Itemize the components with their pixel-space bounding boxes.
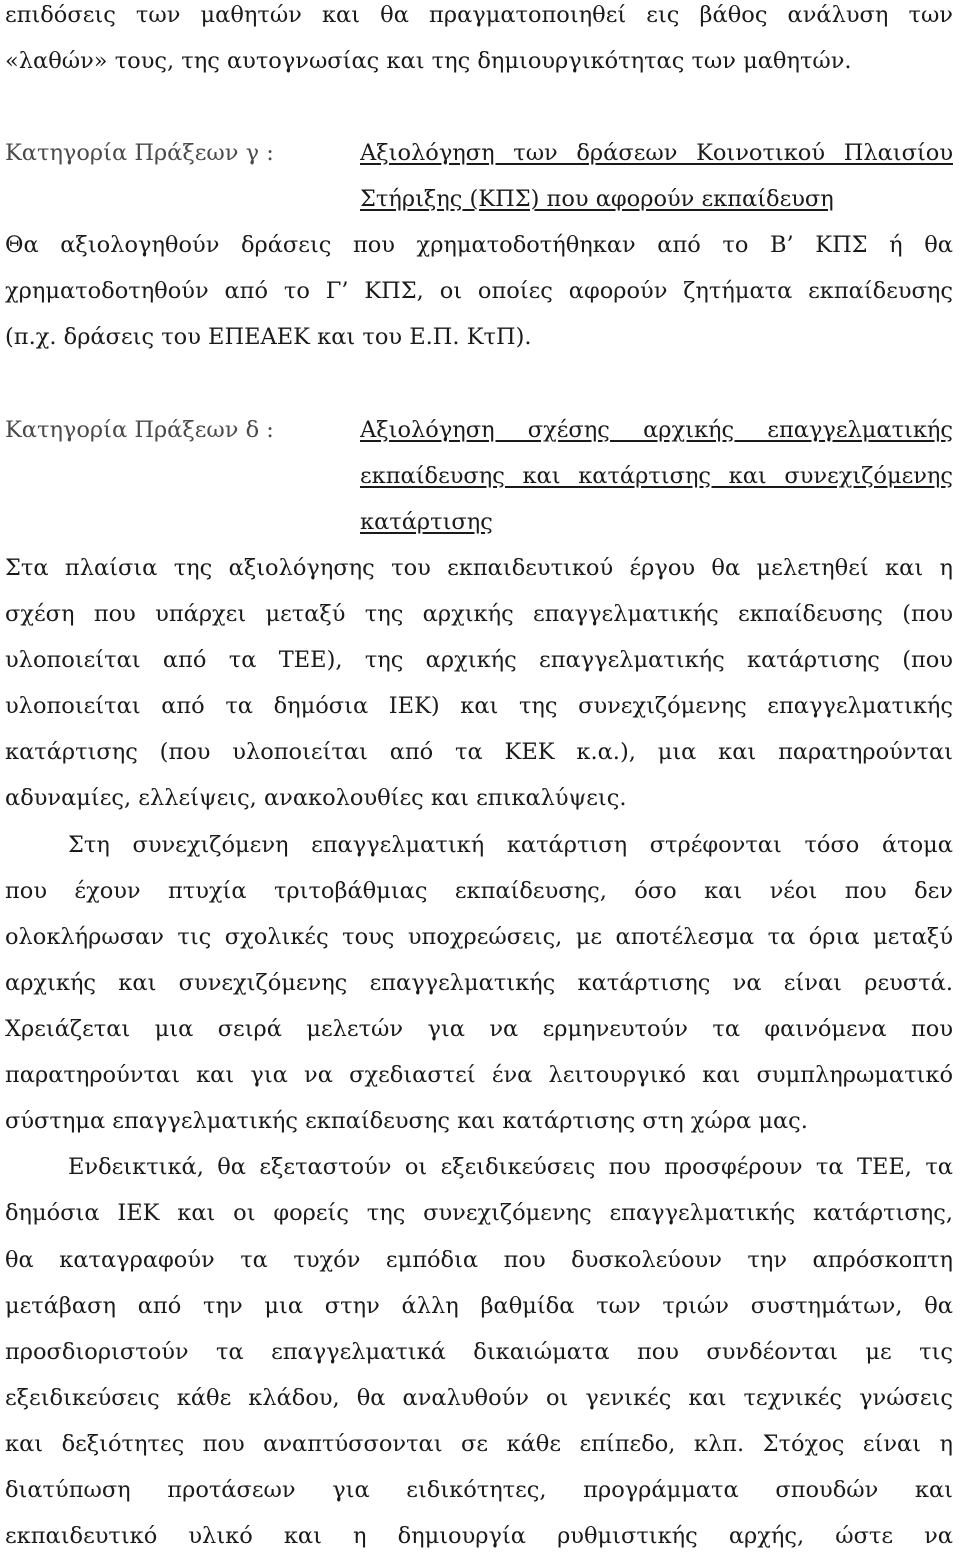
category-c-title-line-1: Αξιολόγηση των δράσεων Κοινοτικού Πλαισίου — [360, 140, 953, 166]
category-c-body-line-2: χρηματοδοτηθούν από το Γ’ ΚΠΣ, οι οποίες αφορούν ζητήματα εκπαίδευσης — [5, 278, 953, 304]
paragraph-2-line-2: που έχουν πτυχία τριτοβάθμιας εκπαίδευσης, όσο και νέοι που δεν — [5, 878, 953, 904]
paragraph-1-line-3: υλοποιείται από τα ΤΕΕ), της αρχικής επαγγελματικής κατάρτισης (που — [5, 647, 953, 673]
paragraph-3-line-7: και δεξιότητες που αναπτύσσονται σε κάθε επίπεδο, κλπ. Στόχος είναι η — [5, 1431, 953, 1457]
category-d-label: Κατηγορία Πράξεων δ : — [5, 417, 274, 443]
paragraph-2-line-6: παρατηρούνται και για να σχεδιαστεί ένα λειτουργικό και συμπληρωματικό — [5, 1062, 953, 1088]
paragraph-2-line-3: ολοκλήρωσαν τις σχολικές τους υποχρεώσεις, με αποτέλεσμα τα όρια μεταξύ — [5, 924, 953, 950]
paragraph-2-line-5: Χρειάζεται μια σειρά μελετών για να ερμηνευτούν τα φαινόμενα που — [5, 1016, 953, 1042]
paragraph-3-line-6: εξειδικεύσεις κάθε κλάδου, θα αναλυθούν οι γενικές και τεχνικές γνώσεις — [5, 1385, 953, 1411]
category-d-title-line-1: Αξιολόγηση σχέσης αρχικής επαγγελματικής — [360, 417, 953, 443]
category-c-body-line-3: (π.χ. δράσεις του ΕΠΕΑΕΚ και του Ε.Π. ΚτΠ). — [5, 324, 532, 350]
category-c-body-line-1: Θα αξιολογηθούν δράσεις που χρηματοδοτήθηκαν από το Β’ ΚΠΣ ή θα — [5, 232, 953, 258]
paragraph-1-line-2: σχέση που υπάρχει μεταξύ της αρχικής επαγγελματικής εκπαίδευσης (που — [5, 601, 953, 627]
paragraph-3-line-5: προσδιοριστούν τα επαγγελματικά δικαιώματα που συνδέονται με τις — [5, 1339, 953, 1365]
paragraph-1-line-5: κατάρτισης (που υλοποιείται από τα ΚΕΚ κ.α.), μια και παρατηρούνται — [5, 739, 953, 765]
paragraph-3-line-9: εκπαιδευτικό υλικό και η δημιουργία ρυθμιστικής αρχής, ώστε να — [5, 1523, 953, 1549]
paragraph-2-line-4: αρχικής και συνεχιζόμενης επαγγελματικής κατάρτισης να είναι ρευστά. — [5, 970, 953, 996]
category-c-title-line-2: Στήριξης (ΚΠΣ) που αφορούν εκπαίδευση — [360, 186, 834, 212]
intro-line-1: επιδόσεις των μαθητών και θα πραγματοποιηθεί εις βάθος ανάλυση των — [5, 2, 953, 28]
paragraph-3-line-8: διατύπωση προτάσεων για ειδικότητες, προγράμματα σπουδών και — [5, 1477, 953, 1503]
paragraph-3-line-1: Ενδεικτικά, θα εξεταστούν οι εξειδικεύσεις που προσφέρουν τα ΤΕΕ, τα — [68, 1154, 953, 1180]
paragraph-1-line-1: Στα πλαίσια της αξιολόγησης του εκπαιδευτικού έργου θα μελετηθεί και η — [5, 555, 953, 581]
intro-line-2: «λαθών» τους, της αυτογνωσίας και της δημιουργικότητας των μαθητών. — [5, 48, 852, 74]
category-c-label: Κατηγορία Πράξεων γ : — [5, 140, 274, 166]
paragraph-3-line-4: μετάβαση από την μια στην άλλη βαθμίδα των τριών συστημάτων, θα — [5, 1293, 953, 1319]
category-d-title-line-2: εκπαίδευσης και κατάρτισης και συνεχιζόμενης — [360, 463, 953, 489]
paragraph-1-line-4: υλοποιείται από τα δημόσια ΙΕΚ) και της συνεχιζόμενης επαγγελματικής — [5, 693, 953, 719]
paragraph-1-line-6: αδυναμίες, ελλείψεις, ανακολουθίες και επικαλύψεις. — [5, 785, 627, 811]
paragraph-2-line-7: σύστημα επαγγελματικής εκπαίδευσης και κατάρτισης στη χώρα μας. — [5, 1108, 808, 1134]
paragraph-2-line-1: Στη συνεχιζόμενη επαγγελματική κατάρτιση στρέφονται τόσο άτομα — [68, 832, 953, 858]
category-d-title-line-3: κατάρτισης — [360, 509, 493, 535]
paragraph-3-line-2: δημόσια ΙΕΚ και οι φορείς της συνεχιζόμενης επαγγελματικής κατάρτισης, — [5, 1200, 953, 1226]
paragraph-3-line-3: θα καταγραφούν τα τυχόν εμπόδια που δυσκολεύουν την απρόσκοπτη — [5, 1247, 953, 1273]
